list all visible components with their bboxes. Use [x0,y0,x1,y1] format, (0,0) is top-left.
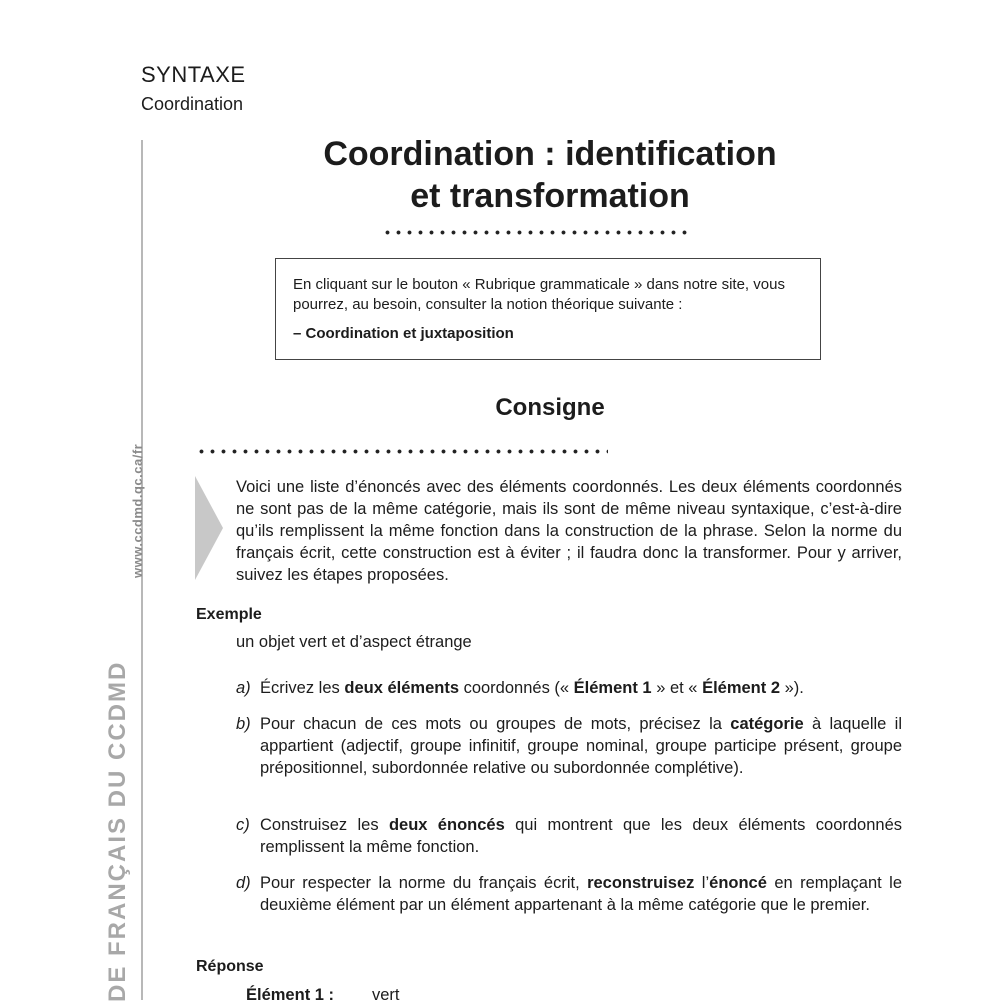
note-text: En cliquant sur le bouton « Rubrique grammaticale » dans notre site, vous pourrez, au besoin, consulter la notion théorique suivante : [293,276,785,313]
step-text: Construisez les deux énoncés qui montrent que les deux éléments coordonnés remplissent la même fonction. [260,816,902,856]
step-marker: d) [236,874,251,892]
consigne-heading: Consigne [495,394,605,421]
consigne-dotted-rule [196,449,608,454]
arrow-marker-icon [195,476,223,580]
example-heading: Exemple [196,606,262,623]
page-title-line1: Coordination : identification [323,135,777,173]
step-text: Écrivez les deux éléments coordonnés (« Élément 1 » et « Élément 2 »). [260,679,804,697]
step-text: Pour chacun de ces mots ou groupes de mots, précisez la catégorie à laquelle il appartient (adjectif, groupe infinitif, groupe nominal, groupe participe présent, groupe prépositionnel, subordonnée relative ou subordonnée complétive). [260,715,902,777]
answer-label: Élément 1 : [246,986,335,1004]
subsection-label: Coordination [141,94,244,114]
page-title-line2: et transformation [410,177,690,215]
section-label: SYNTAXE [141,62,246,87]
side-publisher: DE FRANÇAIS DU CCDMD [104,660,131,1002]
step-b [236,713,902,779]
step-d [236,872,902,916]
step-marker: b) [236,715,251,733]
note-bullet: – Coordination et juxtaposition [293,325,514,342]
step-text: Pour respecter la norme du français écrit, reconstruisez l’énoncé en remplaçant le deuxième élément par un élément appartenant à la même catégorie que le premier. [260,874,903,914]
consigne-text: Voici une liste d’énoncés avec des éléments coordonnés. Les deux éléments coordonnés ne sont pas de la même catégorie, mais ils sont de même niveau syntaxique, c’est-à-dire qu’ils remplissent la même fonction dans la construction de la phrase. Selon la norme du français écrit, cette construction est à éviter ; il faudra donc la transformer. Pour y arriver, suivez les étapes proposées. [236,478,902,584]
side-url: www.ccdmd.qc.ca/fr [130,443,145,578]
step-c [236,814,902,858]
step-marker: a) [236,679,251,697]
title-dotted-rule [382,230,690,235]
answer-heading: Réponse [196,958,264,975]
step-marker: c) [236,816,250,834]
step-a [236,677,902,699]
example-text: un objet vert et d’aspect étrange [236,633,472,651]
answer-value: vert [372,986,400,1004]
